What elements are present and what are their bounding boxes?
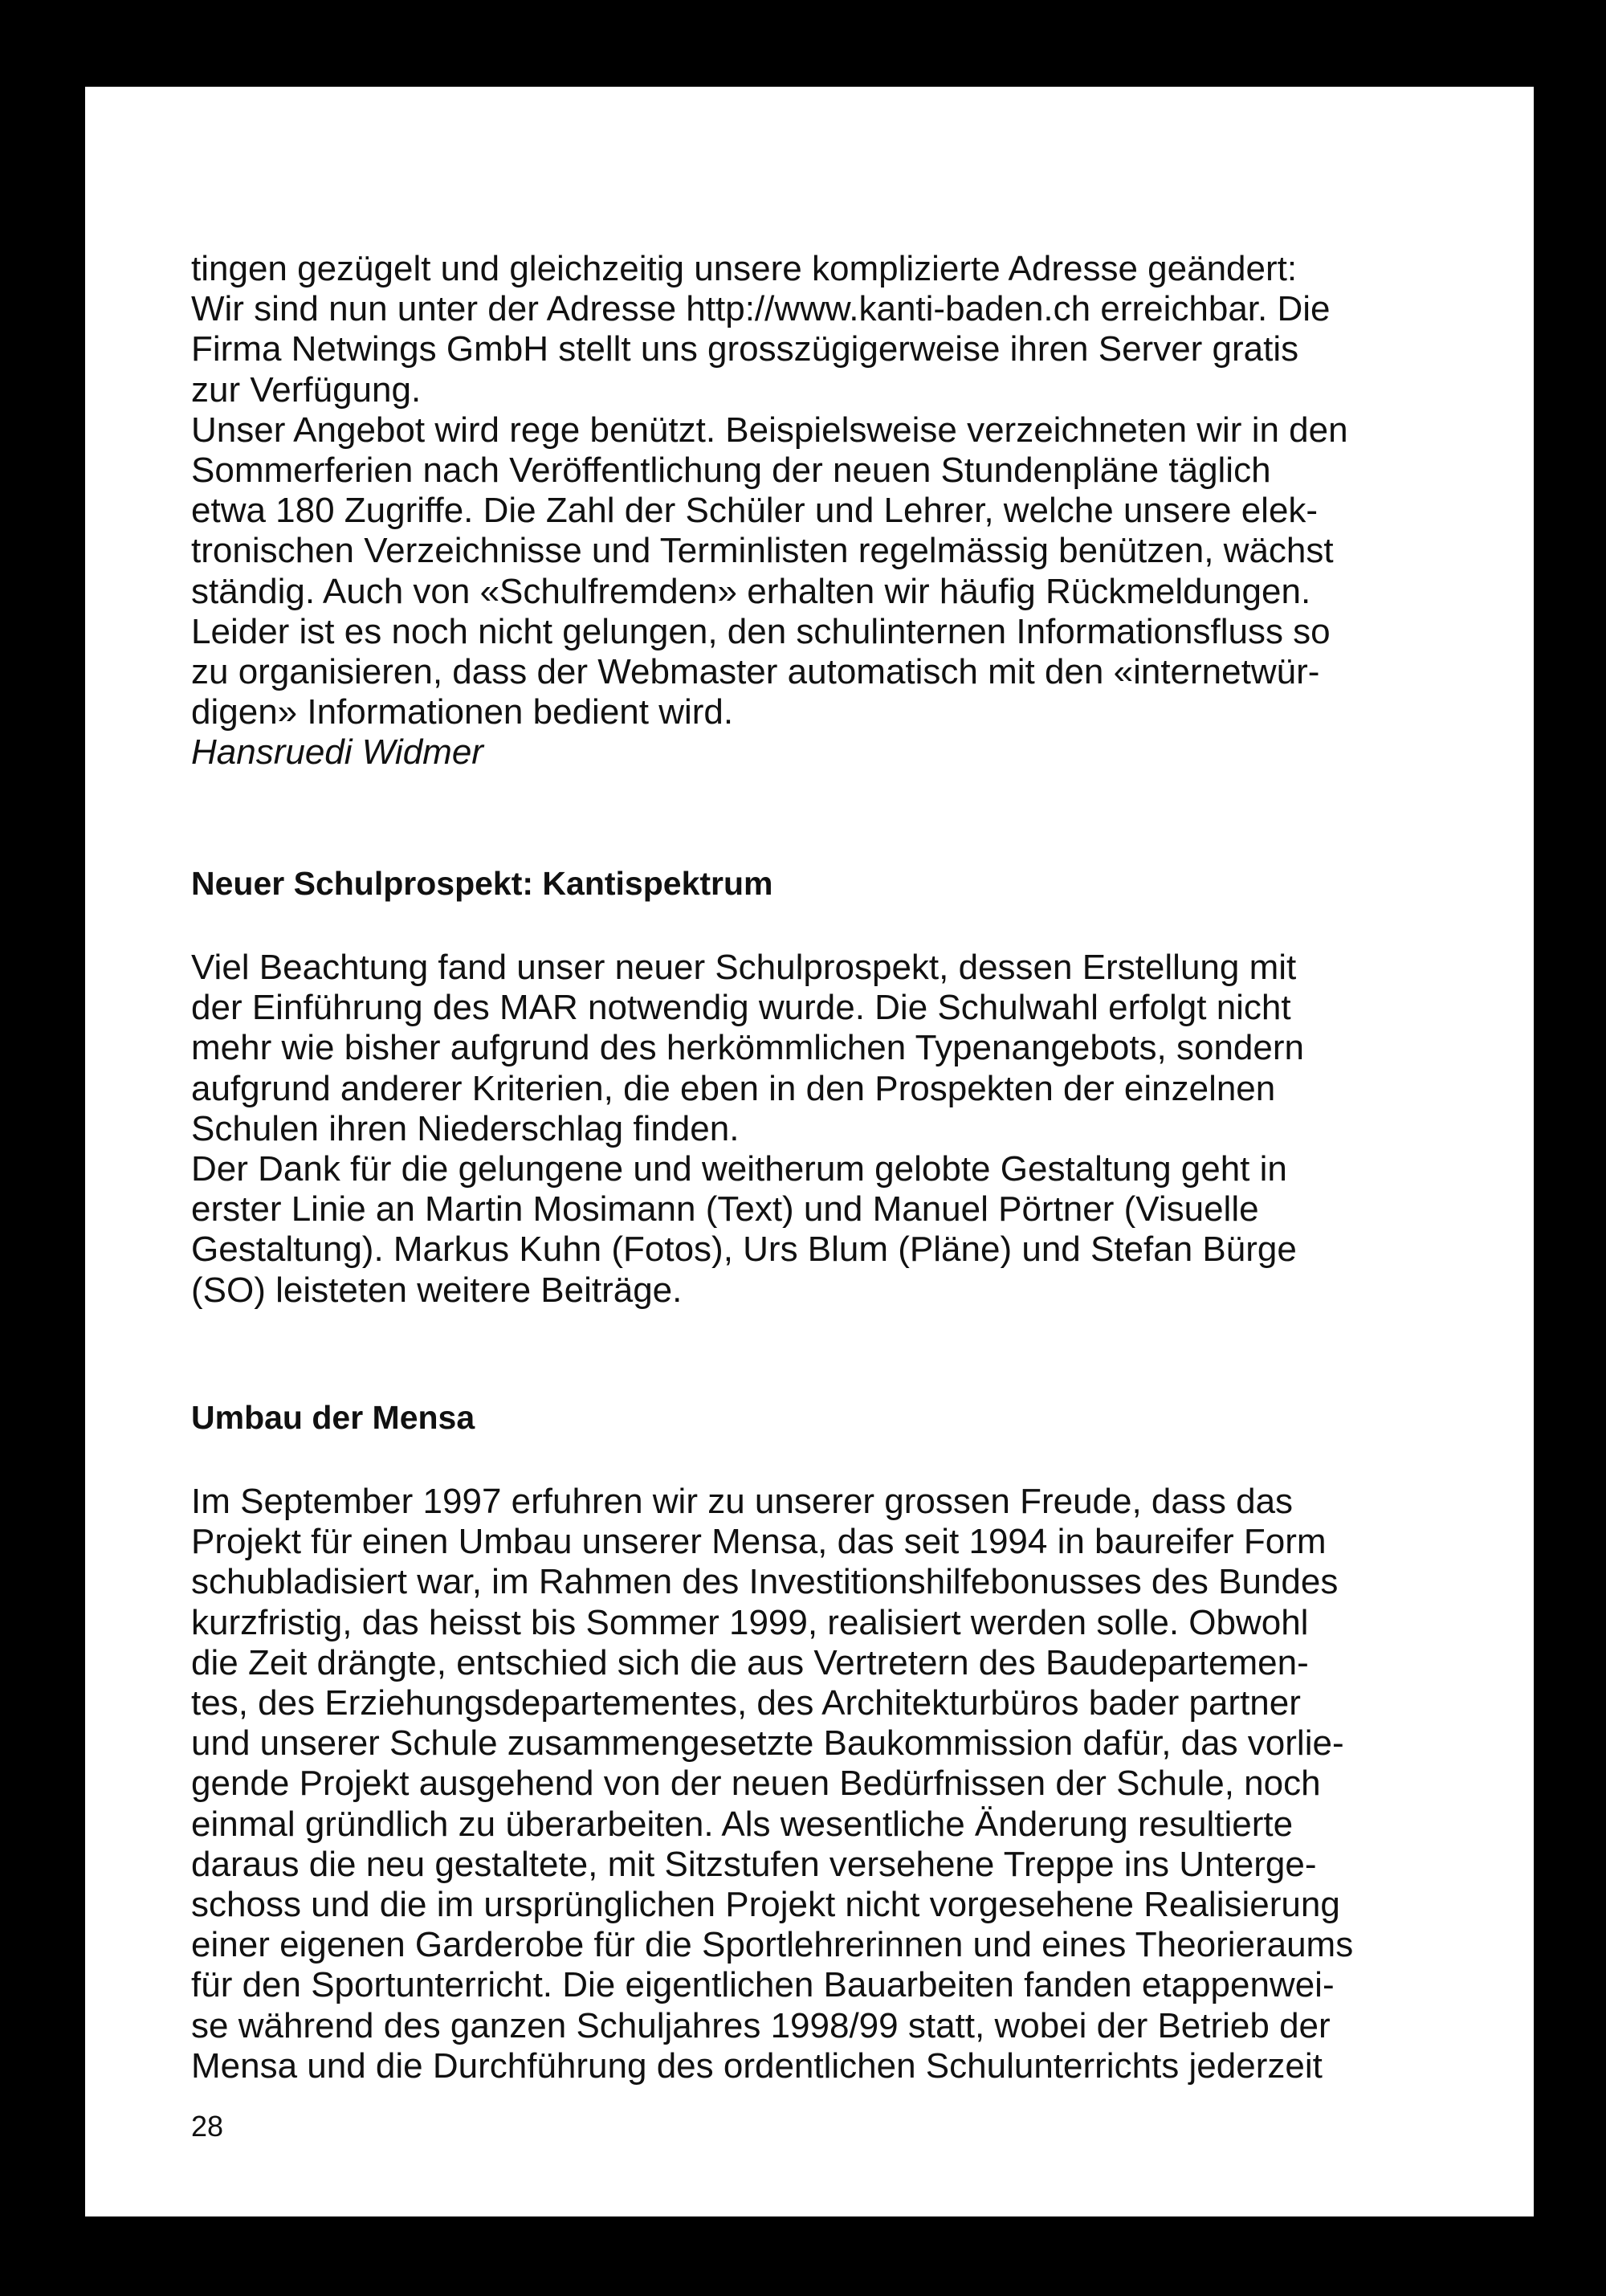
- text-line: gende Projekt ausgehend von der neuen Bedürfnissen der Schule, noch: [191, 1764, 1321, 1804]
- text-line: schoss und die im ursprünglichen Projekt nicht vorgesehene Realisierung: [191, 1885, 1340, 1925]
- text-line: Im September 1997 erfuhren wir zu unserer grossen Freude, dass das: [191, 1482, 1294, 1521]
- text-line: Der Dank für die gelungene und weitherum gelobte Gestaltung geht in: [191, 1149, 1287, 1189]
- text-line: schubladisiert war, im Rahmen des Investitionshilfebonusses des Bundes: [191, 1562, 1339, 1602]
- intro-text: [191, 249, 1445, 773]
- text-line: Mensa und die Durchführung des ordentlichen Schulunterrichts jederzeit: [191, 2045, 1323, 2086]
- text-line: se während des ganzen Schuljahres 1998/99 statt, wobei der Betrieb der: [191, 2005, 1331, 2045]
- text-line: die Zeit drängte, entschied sich die aus Vertretern des Baudepartemen-: [191, 1642, 1309, 1682]
- text-line: einmal gründlich zu überarbeiten. Als wesentliche Änderung resultierte: [191, 1804, 1294, 1844]
- text-line: aufgrund anderer Kriterien, die eben in den Prospekten der einzelnen: [191, 1068, 1276, 1108]
- text-line: tingen gezügelt und gleichzeitig unsere komplizierte Adresse geändert:: [191, 249, 1298, 288]
- text-line: der Einführung des MAR notwendig wurde. Die Schulwahl erfolgt nicht: [191, 988, 1291, 1028]
- text-line: erster Linie an Martin Mosimann (Text) und Manuel Pörtner (Visuelle: [191, 1189, 1259, 1230]
- section-heading-mensa: Umbau der Mensa: [191, 1399, 475, 1436]
- text-line: einer eigenen Garderobe für die Sportlehrerinnen und eines Theorieraums: [191, 1925, 1354, 1965]
- section-heading-schulprospekt: Neuer Schulprospekt: Kantispektrum: [191, 865, 773, 902]
- author-signature: Hansruedi Widmer: [191, 732, 483, 773]
- text-line: tes, des Erziehungsdepartementes, des Architekturbüros bader partner: [191, 1683, 1301, 1723]
- text-line: daraus die neu gestaltete, mit Sitzstufen versehene Treppe ins Unterge-: [191, 1844, 1317, 1884]
- section-schulprospekt-text: [191, 948, 1445, 1311]
- text-line: Projekt für einen Umbau unserer Mensa, das seit 1994 in baureifer Form: [191, 1522, 1327, 1562]
- text-line: mehr wie bisher aufgrund des herkömmlichen Typenangebots, sondern: [191, 1028, 1304, 1068]
- text-line: zur Verfügung.: [191, 369, 422, 410]
- page-number: 28: [191, 2110, 224, 2143]
- text-line: ständig. Auch von «Schulfremden» erhalten wir häufig Rückmeldungen.: [191, 571, 1311, 611]
- text-line: und unserer Schule zusammengesetzte Baukommission dafür, das vorlie-: [191, 1723, 1344, 1764]
- text-line: zu organisieren, dass der Webmaster automatisch mit den «internetwür-: [191, 652, 1320, 692]
- text-line: tronischen Verzeichnisse und Terminlisten regelmässig benützen, wächst: [191, 531, 1334, 571]
- text-line: Schulen ihren Niederschlag finden.: [191, 1108, 740, 1148]
- text-line: (SO) leisteten weitere Beiträge.: [191, 1270, 683, 1310]
- section-mensa-text: [191, 1482, 1445, 2086]
- text-line: kurzfristig, das heisst bis Sommer 1999, realisiert werden solle. Obwohl: [191, 1602, 1309, 1642]
- text-line: Firma Netwings GmbH stellt uns grosszügigerweise ihren Server gratis: [191, 329, 1299, 369]
- text-line: Leider ist es noch nicht gelungen, den schulinternen Informationsfluss so: [191, 611, 1331, 651]
- text-line: etwa 180 Zugriffe. Die Zahl der Schüler und Lehrer, welche unsere elek-: [191, 491, 1319, 531]
- text-line: Viel Beachtung fand unser neuer Schulprospekt, dessen Erstellung mit: [191, 948, 1297, 987]
- text-line: Unser Angebot wird rege benützt. Beispielsweise verzeichneten wir in den: [191, 410, 1348, 450]
- text-line: Sommerferien nach Veröffentlichung der neuen Stundenpläne täglich: [191, 451, 1271, 491]
- text-line: für den Sportunterricht. Die eigentlichen Bauarbeiten fanden etappenwei-: [191, 1965, 1335, 2005]
- text-line: Gestaltung). Markus Kuhn (Fotos), Urs Blum (Pläne) und Stefan Bürge: [191, 1230, 1297, 1270]
- text-line: Wir sind nun unter der Adresse http://www.kanti-baden.ch erreichbar. Die: [191, 289, 1331, 329]
- text-line: digen» Informationen bedient wird.: [191, 692, 734, 732]
